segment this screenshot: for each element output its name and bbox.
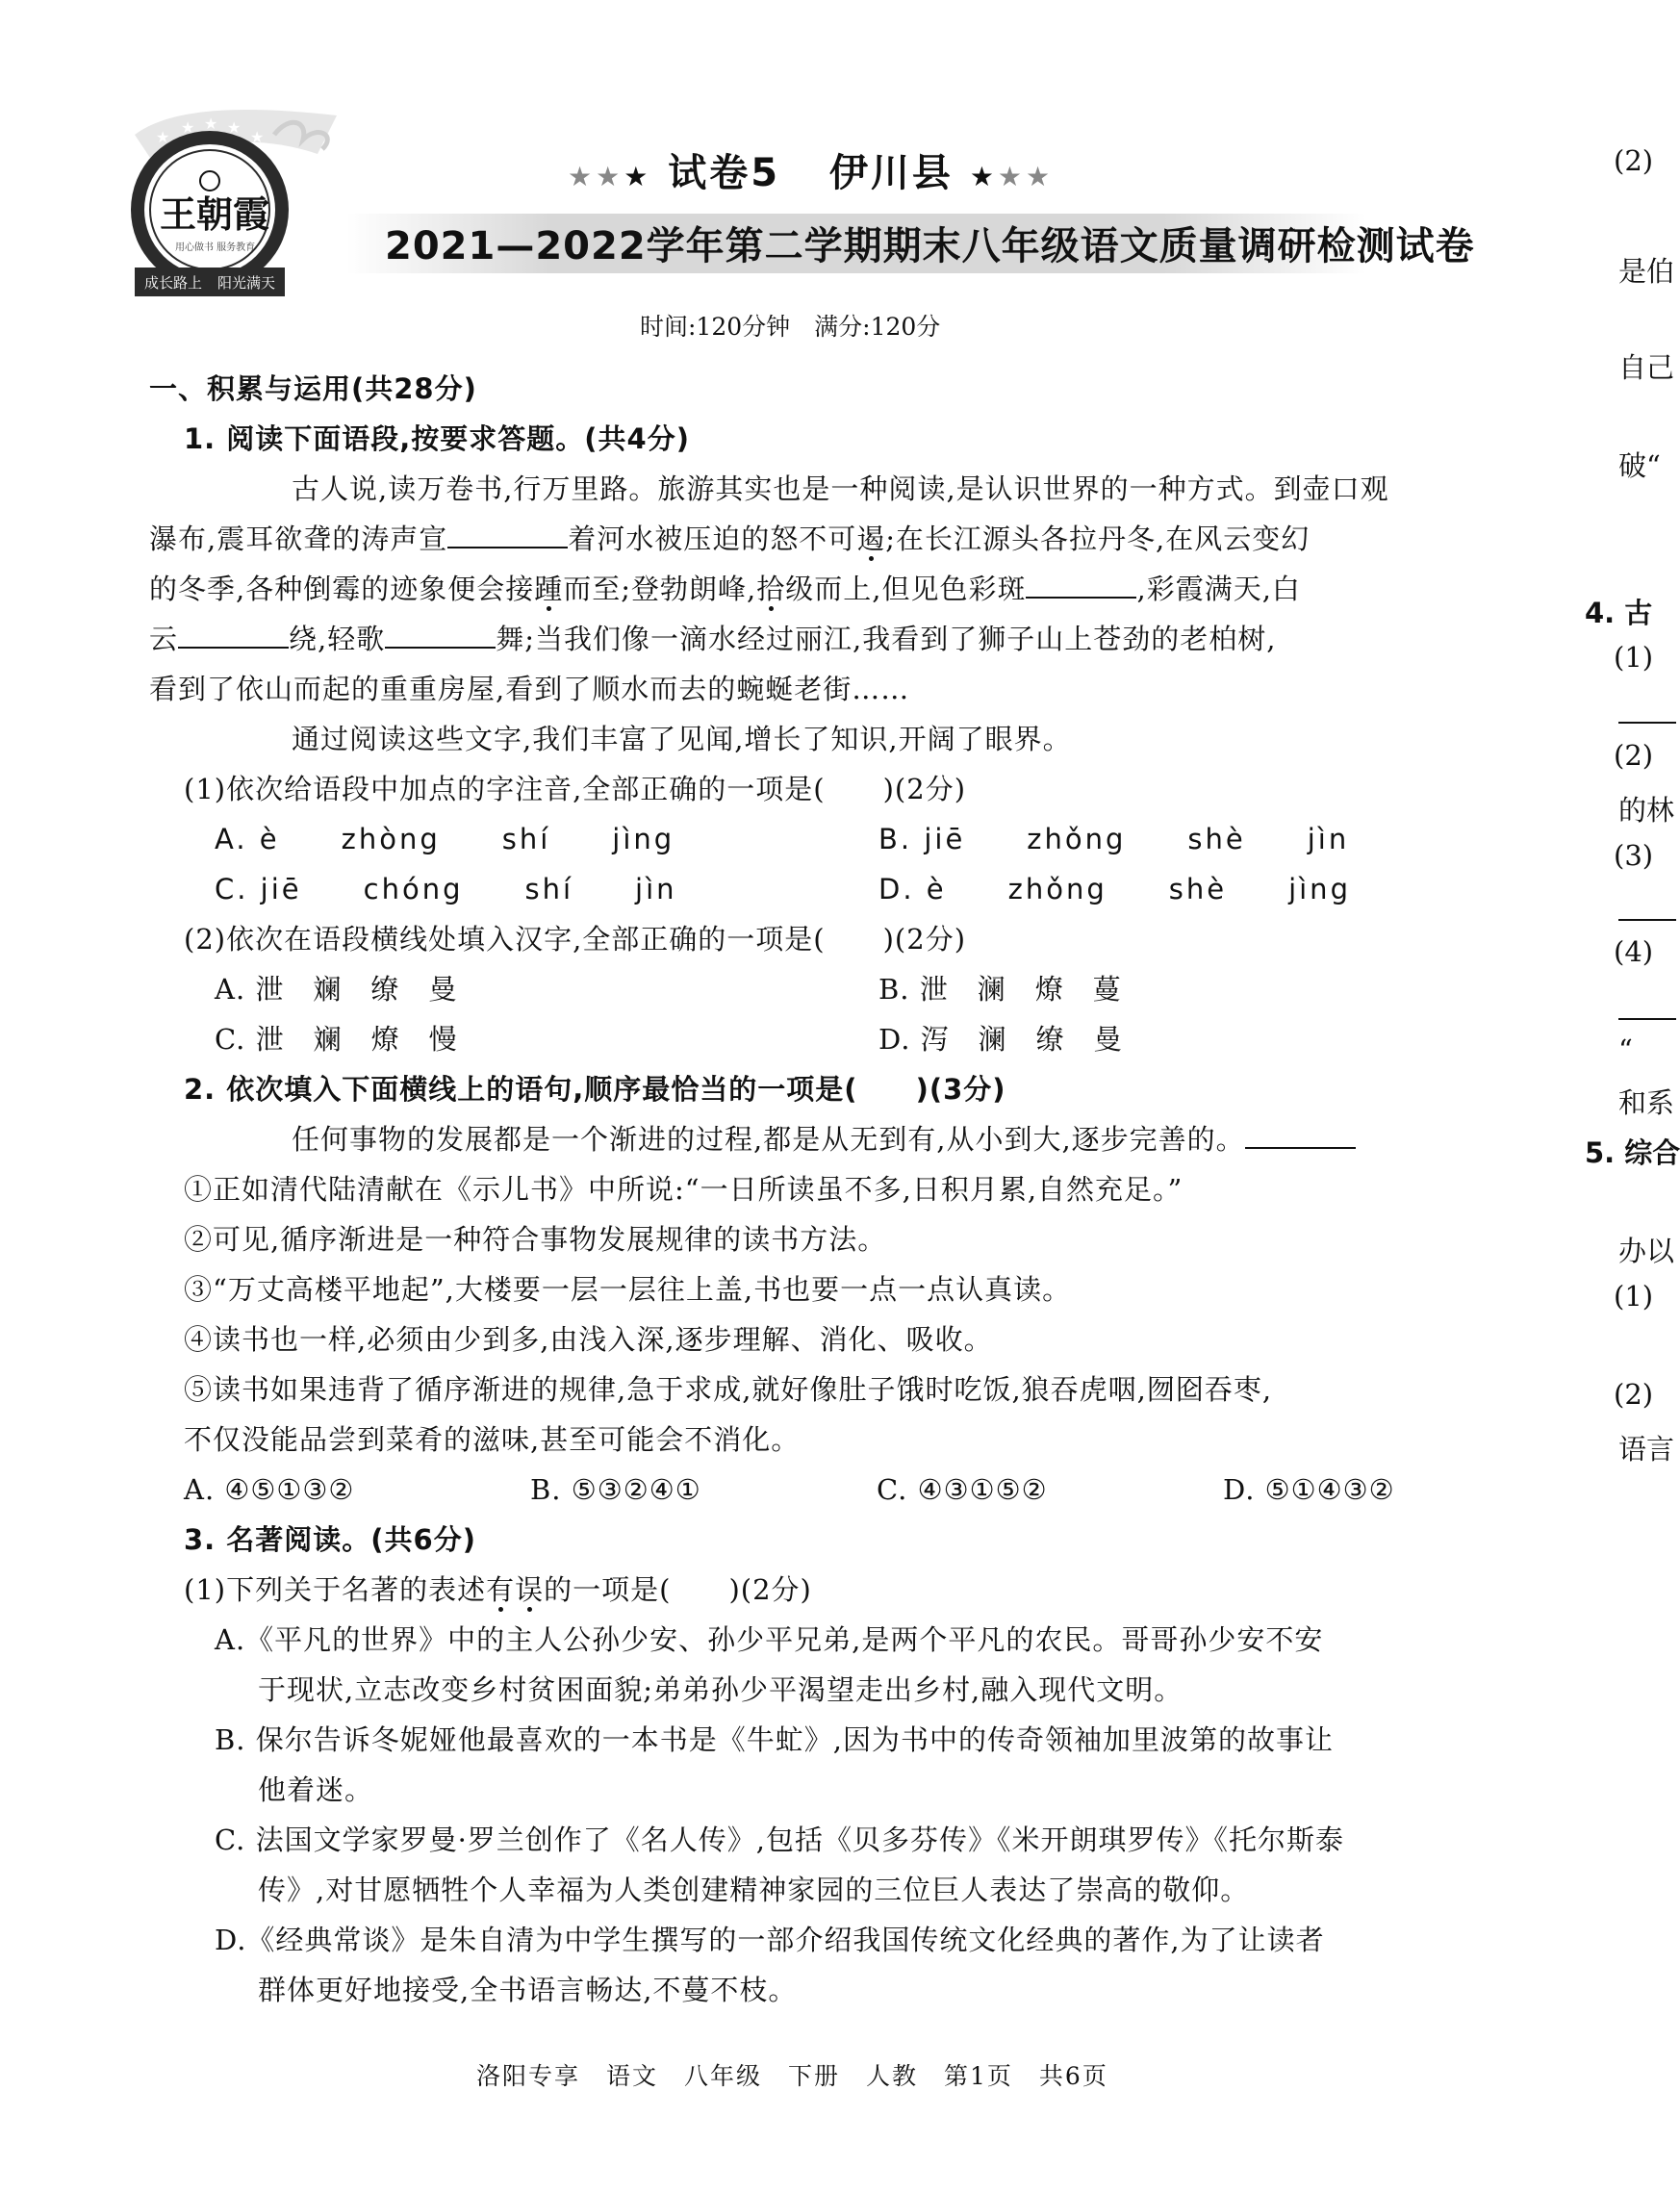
q2-item: 不仅没能品尝到菜肴的滋味,甚至可能会不消化。 — [184, 1423, 801, 1456]
fragment: (4) — [1614, 935, 1654, 968]
q1-para-line: 通过阅读这些文字,我们丰富了见闻,增长了知识,开阔了眼界。 — [292, 723, 1072, 755]
option-d-cont: 群体更好地接受,全书语言畅达,不蔓不枝。 — [258, 1974, 798, 2006]
logo-slogan-left: 成长路上 — [144, 274, 203, 292]
option-d[interactable]: D. 泻 澜 缭 曼 — [878, 1023, 1123, 1056]
svg-text:★: ★ — [250, 128, 265, 146]
fragment: 自己 — [1618, 351, 1675, 384]
fill-blank[interactable] — [1245, 1120, 1356, 1149]
q2-lead: 任何事物的发展都是一个渐进的过程,都是从无到有,从小到大,逐步完善的。 — [149, 1114, 1458, 1164]
q1-sub1-options — [149, 864, 1458, 914]
option-c-cont: 传》,对甘愿牺牲个人幸福为人类创建精神家园的三位巨人表达了崇高的敬仰。 — [258, 1874, 1250, 1906]
star-icon: ★★★ — [568, 161, 652, 192]
main-content — [149, 364, 1458, 2015]
fragment: 破“ — [1618, 449, 1661, 482]
q2-item: ⑤读书如果违背了循序渐进的规律,急于求成,就好像肚子饿时吃饭,狼吞虎咽,囫囵吞枣, — [184, 1373, 1273, 1406]
q1-sub2-options — [149, 1014, 1458, 1064]
q1-sub2: (2)依次在语段横线处填入汉字,全部正确的一项是( )(2分) — [184, 923, 967, 956]
dotted-char: 误 — [515, 1573, 545, 1606]
dotted-char: 踵 — [534, 573, 564, 605]
q1-para-line: 的冬季,各种倒霉的迹象便会接踵而至;登勃朗峰,拾级而上,但见色彩斑 ,彩霞满天,白 — [149, 564, 1458, 614]
q2-item: ④读书也一样,必须由少到多,由浅入深,逐步理解、消化、吸收。 — [184, 1323, 993, 1356]
fill-blank[interactable] — [385, 620, 496, 649]
option-c[interactable]: C. ④③①⑤② — [877, 1473, 1048, 1506]
fragment: “ — [1618, 1033, 1633, 1066]
option-a[interactable]: A. è zhòng shí jìng — [215, 823, 675, 855]
fragment: 5. 综合 — [1585, 1136, 1680, 1169]
q2-options — [149, 1465, 1458, 1515]
q1-para-line: 看到了依山而起的重重房屋,看到了顺水而去的蜿蜒老街…… — [149, 673, 910, 705]
answer-line[interactable] — [1618, 1018, 1676, 1020]
option-a[interactable]: A. ④⑤①③② — [184, 1473, 355, 1506]
svg-text:★: ★ — [156, 128, 170, 146]
q2-stem: 2. 依次填入下面横线上的语句,顺序最恰当的一项是( )(3分) — [184, 1073, 1006, 1106]
fragment: 办以 — [1618, 1235, 1675, 1267]
option-c[interactable]: C. 法国文学家罗曼·罗兰创作了《名人传》,包括《贝多芬传》《米开朗琪罗传》《托尔斯泰 — [215, 1823, 1345, 1856]
logo-text: 王朝霞 — [160, 192, 270, 236]
fragment: (2) — [1614, 144, 1654, 177]
dotted-char: 拾 — [756, 573, 786, 605]
option-b[interactable]: B. ⑤③②④① — [530, 1473, 701, 1506]
option-b-cont: 他着迷。 — [258, 1773, 374, 1806]
fragment: (1) — [1614, 641, 1654, 674]
next-page-column — [1585, 0, 1680, 2193]
answer-line[interactable] — [1618, 722, 1676, 724]
option-a[interactable]: A.《平凡的世界》中的主人公孙少安、孙少平兄弟,是两个平凡的农民。哥哥孙少安不安 — [215, 1623, 1324, 1656]
dotted-char: 遏 — [856, 523, 886, 555]
option-a[interactable]: A. 泄 斓 缭 曼 — [215, 973, 458, 1006]
time-score: 时间:120分钟 满分:120分 — [640, 313, 941, 341]
wangzhaoxia-logo — [96, 96, 346, 318]
logo-tagline: 用心做书 服务教育 — [175, 242, 256, 253]
q1-sub2-options — [149, 964, 1458, 1014]
fragment: (3) — [1614, 839, 1654, 872]
logo-slogan-right: 阳光满天 — [217, 274, 276, 292]
q3-stem: 3. 名著阅读。(共6分) — [184, 1523, 476, 1556]
fill-blank[interactable] — [178, 620, 289, 649]
fill-blank[interactable] — [1026, 570, 1136, 599]
option-c[interactable]: C. 泄 斓 燎 慢 — [215, 1023, 458, 1056]
option-c[interactable]: C. jiē chóng shí jìn — [215, 873, 677, 905]
fragment: 和系 — [1618, 1086, 1675, 1119]
q1-stem: 1. 阅读下面语段,按要求答题。(共4分) — [184, 422, 690, 455]
star-icon: ★★★ — [969, 161, 1055, 192]
q2-item: ①正如清代陆清献在《示儿书》中所说:“一日所读虽不多,日积月累,自然充足。” — [184, 1173, 1184, 1206]
fragment: (1) — [1614, 1280, 1654, 1313]
q2-item: ③“万丈高楼平地起”,大楼要一层一层往上盖,书也要一点一点认真读。 — [184, 1273, 1072, 1306]
option-b[interactable]: B. 保尔告诉冬妮娅他最喜欢的一本书是《牛虻》,因为书中的传奇领袖加里波第的故事让 — [215, 1723, 1334, 1756]
option-b[interactable]: B. 泄 澜 燎 蔓 — [878, 973, 1122, 1006]
fill-blank[interactable] — [447, 520, 568, 548]
fragment: 是伯 — [1618, 255, 1675, 288]
q1-sub1-options — [149, 814, 1458, 864]
option-b[interactable]: B. jiē zhǒng shè jìn — [878, 823, 1350, 855]
page-footer: 洛阳专享 语文 八年级 下册 人教 第1页 共6页 — [476, 2062, 1108, 2090]
answer-line[interactable] — [1618, 919, 1676, 921]
q1-para-line: 云 绕,轻歌 舞;当我们像一滴水经过丽江,我看到了狮子山上苍劲的老柏树, — [149, 614, 1458, 664]
svg-text:★: ★ — [227, 118, 242, 137]
section-heading: 一、积累与运用(共28分) — [149, 372, 477, 405]
q1-para-line: 古人说,读万卷书,行万里路。旅游其实也是一种阅读,是认识世界的一种方式。到壶口观 — [292, 472, 1389, 505]
fragment: (2) — [1614, 1378, 1654, 1411]
option-a-cont: 于现状,立志改变乡村贫困面貌;弟弟孙少平渴望走出乡村,融入现代文明。 — [258, 1673, 1184, 1706]
q3-sub1: (1)下列关于名著的表述有误的一项是( )(2分) — [184, 1573, 812, 1606]
dotted-char: 有 — [486, 1573, 516, 1606]
option-d[interactable]: D.《经典常谈》是朱自清为中学生撰写的一部介绍我国传统文化经典的著作,为了让读者 — [215, 1924, 1325, 1956]
option-d[interactable]: D. ⑤①④③② — [1223, 1473, 1395, 1506]
exam-title: 2021—2022学年第二学期期末八年级语文质量调研检测试卷 — [385, 224, 1475, 268]
county-name: 伊川县 — [828, 151, 954, 195]
q2-item: ②可见,循序渐进是一种符合事物发展规律的读书方法。 — [184, 1223, 887, 1256]
option-d[interactable]: D. è zhǒng shè jìng — [878, 873, 1351, 905]
test-label: 试卷5 — [668, 151, 781, 195]
q1-para-line: 瀑布,震耳欲聋的涛声宣 着河水被压迫的怒不可遏;在长江源头各拉丹冬,在风云变幻 — [149, 514, 1458, 564]
fragment: 4. 古 — [1585, 597, 1653, 629]
fragment: (2) — [1614, 739, 1654, 772]
fragment: 语言 — [1618, 1433, 1675, 1466]
fragment: 的林 — [1618, 794, 1675, 827]
svg-text:★: ★ — [204, 115, 218, 133]
svg-text:★: ★ — [181, 118, 195, 137]
q1-sub1: (1)依次给语段中加点的字注音,全部正确的一项是( )(2分) — [184, 773, 967, 805]
test-title — [568, 142, 1054, 197]
